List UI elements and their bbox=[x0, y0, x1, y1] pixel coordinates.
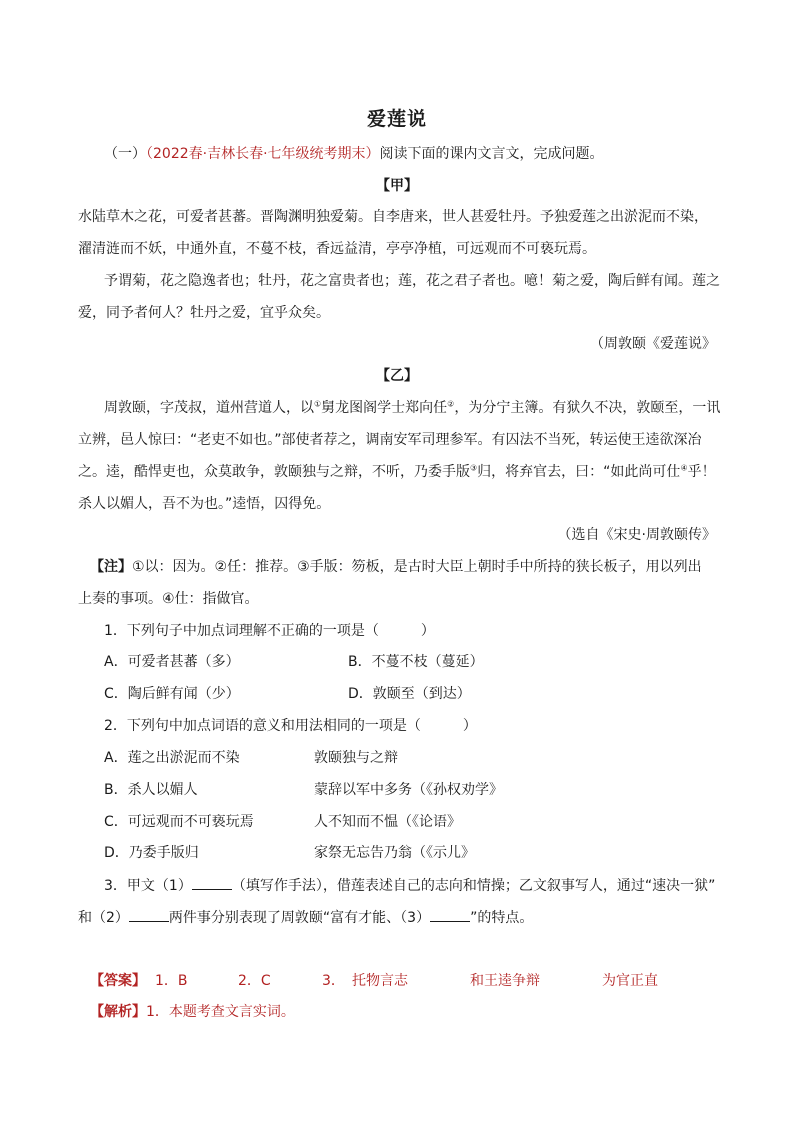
q2-option-d-right: 家祭无忘告乃翁（《示儿》 bbox=[314, 845, 475, 861]
q3-line-1 bbox=[104, 875, 715, 896]
yi-line-1-b: 舅龙图阁学士郑向任 bbox=[321, 400, 448, 416]
answer-3-3: 为官正直 bbox=[602, 973, 658, 989]
q2-option-c-right: 人不知而不愠（《论语》 bbox=[314, 814, 461, 830]
answer-3-label: 3． bbox=[322, 973, 345, 989]
answer-3-1: 托物言志 bbox=[352, 973, 408, 989]
footnote-ref-3: ③ bbox=[470, 463, 478, 473]
note-label: 【注】 bbox=[90, 559, 132, 575]
jia-heading: 【甲】 bbox=[376, 178, 418, 194]
jia-attribution: （周敦颐《爱莲说》 bbox=[590, 336, 716, 352]
answer-label: 【答案】 bbox=[90, 973, 146, 989]
footnote-ref-2: ② bbox=[447, 399, 455, 409]
yi-line-4: 杀人以媚人，吾不为也。”逵悟，囚得免。 bbox=[78, 496, 331, 512]
intro-line bbox=[104, 144, 604, 164]
q1-option-b: B．不蔓不枝（蔓延） bbox=[348, 654, 484, 670]
yi-line-1-a: 周敦颐，字茂叔，道州营道人，以 bbox=[104, 400, 314, 416]
yi-line-3 bbox=[78, 462, 716, 482]
q3-line-2-a: 和（2） bbox=[78, 910, 129, 926]
answer-line bbox=[90, 971, 146, 991]
analysis-label: 【解析】 bbox=[90, 1004, 146, 1020]
note-text-1: ①以：因为。②任：推荐。③手版：笏板，是古时大臣上朝时手中所持的狭长板子，用以列出 bbox=[132, 559, 702, 575]
intro-text: 阅读下面的课内文言文，完成问题。 bbox=[379, 146, 604, 162]
q2-option-a-left: A．莲之出淤泥而不染 bbox=[104, 750, 240, 766]
answer-1: 1．B bbox=[155, 973, 188, 989]
q1-option-c: C．陶后鲜有闻（少） bbox=[104, 686, 240, 702]
note-line-1 bbox=[90, 557, 702, 577]
q3-line-2-c: ”的特点。 bbox=[470, 910, 534, 926]
yi-line-3-a: 之。逵，酷悍吏也，众莫敢争，敦颐独与之辩，不听，乃委手版 bbox=[78, 464, 470, 480]
jia-line-1: 水陆草木之花，可爱者甚蕃。晋陶渊明独爱菊。自李唐来，世人甚爱牡丹。予独爱莲之出淤泥而不染， bbox=[78, 209, 708, 225]
q2-option-d-left: D．乃委手版归 bbox=[104, 845, 199, 861]
yi-line-1 bbox=[104, 398, 720, 418]
q2-option-b-left: B．杀人以媚人 bbox=[104, 782, 198, 798]
answer-blank-3 bbox=[430, 907, 470, 922]
yi-heading: 【乙】 bbox=[376, 368, 418, 384]
jia-line-3: 予谓菊，花之隐逸者也；牡丹，花之富贵者也；莲，花之君子者也。噫！菊之爱，陶后鲜有闻。莲之 bbox=[104, 273, 720, 289]
q1-stem: 1．下列句子中加点词理解不正确的一项是（ ） bbox=[104, 623, 435, 639]
q2-option-c-left: C．可远观而不可亵玩焉 bbox=[104, 814, 254, 830]
answer-blank-1 bbox=[192, 875, 232, 890]
analysis-line bbox=[90, 1002, 295, 1022]
q3-line-1-b: （填写作手法），借莲表述自己的志向和情操；乙文叙事写人，通过“速决一狱” bbox=[231, 878, 716, 894]
answer-3-2: 和王逵争辩 bbox=[470, 973, 540, 989]
yi-line-3-c: 乎！ bbox=[687, 464, 716, 480]
jia-line-2: 濯清涟而不妖，中通外直，不蔓不枝，香远益清，亭亭净植，可远观而不可亵玩焉。 bbox=[78, 241, 596, 257]
answer-2: 2．C bbox=[238, 973, 271, 989]
document-title: 爱莲说 bbox=[366, 108, 427, 130]
q1-option-d: D．敦颐至（到达） bbox=[348, 686, 471, 702]
intro-source: （2022春·吉林长春·七年级统考期末） bbox=[146, 146, 380, 162]
footnote-ref-1: ① bbox=[314, 399, 322, 409]
yi-line-2: 立辨，邑人惊曰：“老吏不如也。”部使者荐之，调南安军司理参军。有囚法不当死，转运使王逵欲深冶 bbox=[78, 432, 702, 448]
note-line-2: 上奏的事项。④仕：指做官。 bbox=[78, 591, 259, 607]
q2-option-a-right: 敦颐独与之辩 bbox=[314, 750, 398, 766]
yi-attribution: （选自《宋史·周敦颐传》 bbox=[557, 527, 716, 543]
yi-line-3-b: 归，将弃官去，曰：“如此尚可仕 bbox=[477, 464, 681, 480]
analysis-text: 1．本题考查文言实词。 bbox=[146, 1004, 295, 1020]
footnote-ref-4: ④ bbox=[680, 463, 688, 473]
q1-option-a: A．可爱者甚蕃（多） bbox=[104, 654, 240, 670]
q3-line-1-a: 3．甲文（1） bbox=[104, 878, 192, 894]
q3-line-2 bbox=[78, 907, 533, 928]
intro-number: （一） bbox=[104, 146, 146, 162]
jia-line-4: 爱，同予者何人？牡丹之爱，宜乎众矣。 bbox=[78, 305, 330, 321]
answer-blank-2 bbox=[129, 907, 169, 922]
q3-line-2-b: 两件事分别表现了周敦颐“富有才能、（3） bbox=[168, 910, 431, 926]
yi-line-1-c: ，为分宁主簿。有狱久不决，敦颐至，一讯 bbox=[454, 400, 721, 416]
q2-stem: 2．下列句中加点词语的意义和用法相同的一项是（ ） bbox=[104, 718, 477, 734]
q2-option-b-right: 蒙辞以军中多务（《孙权劝学》 bbox=[314, 782, 503, 798]
